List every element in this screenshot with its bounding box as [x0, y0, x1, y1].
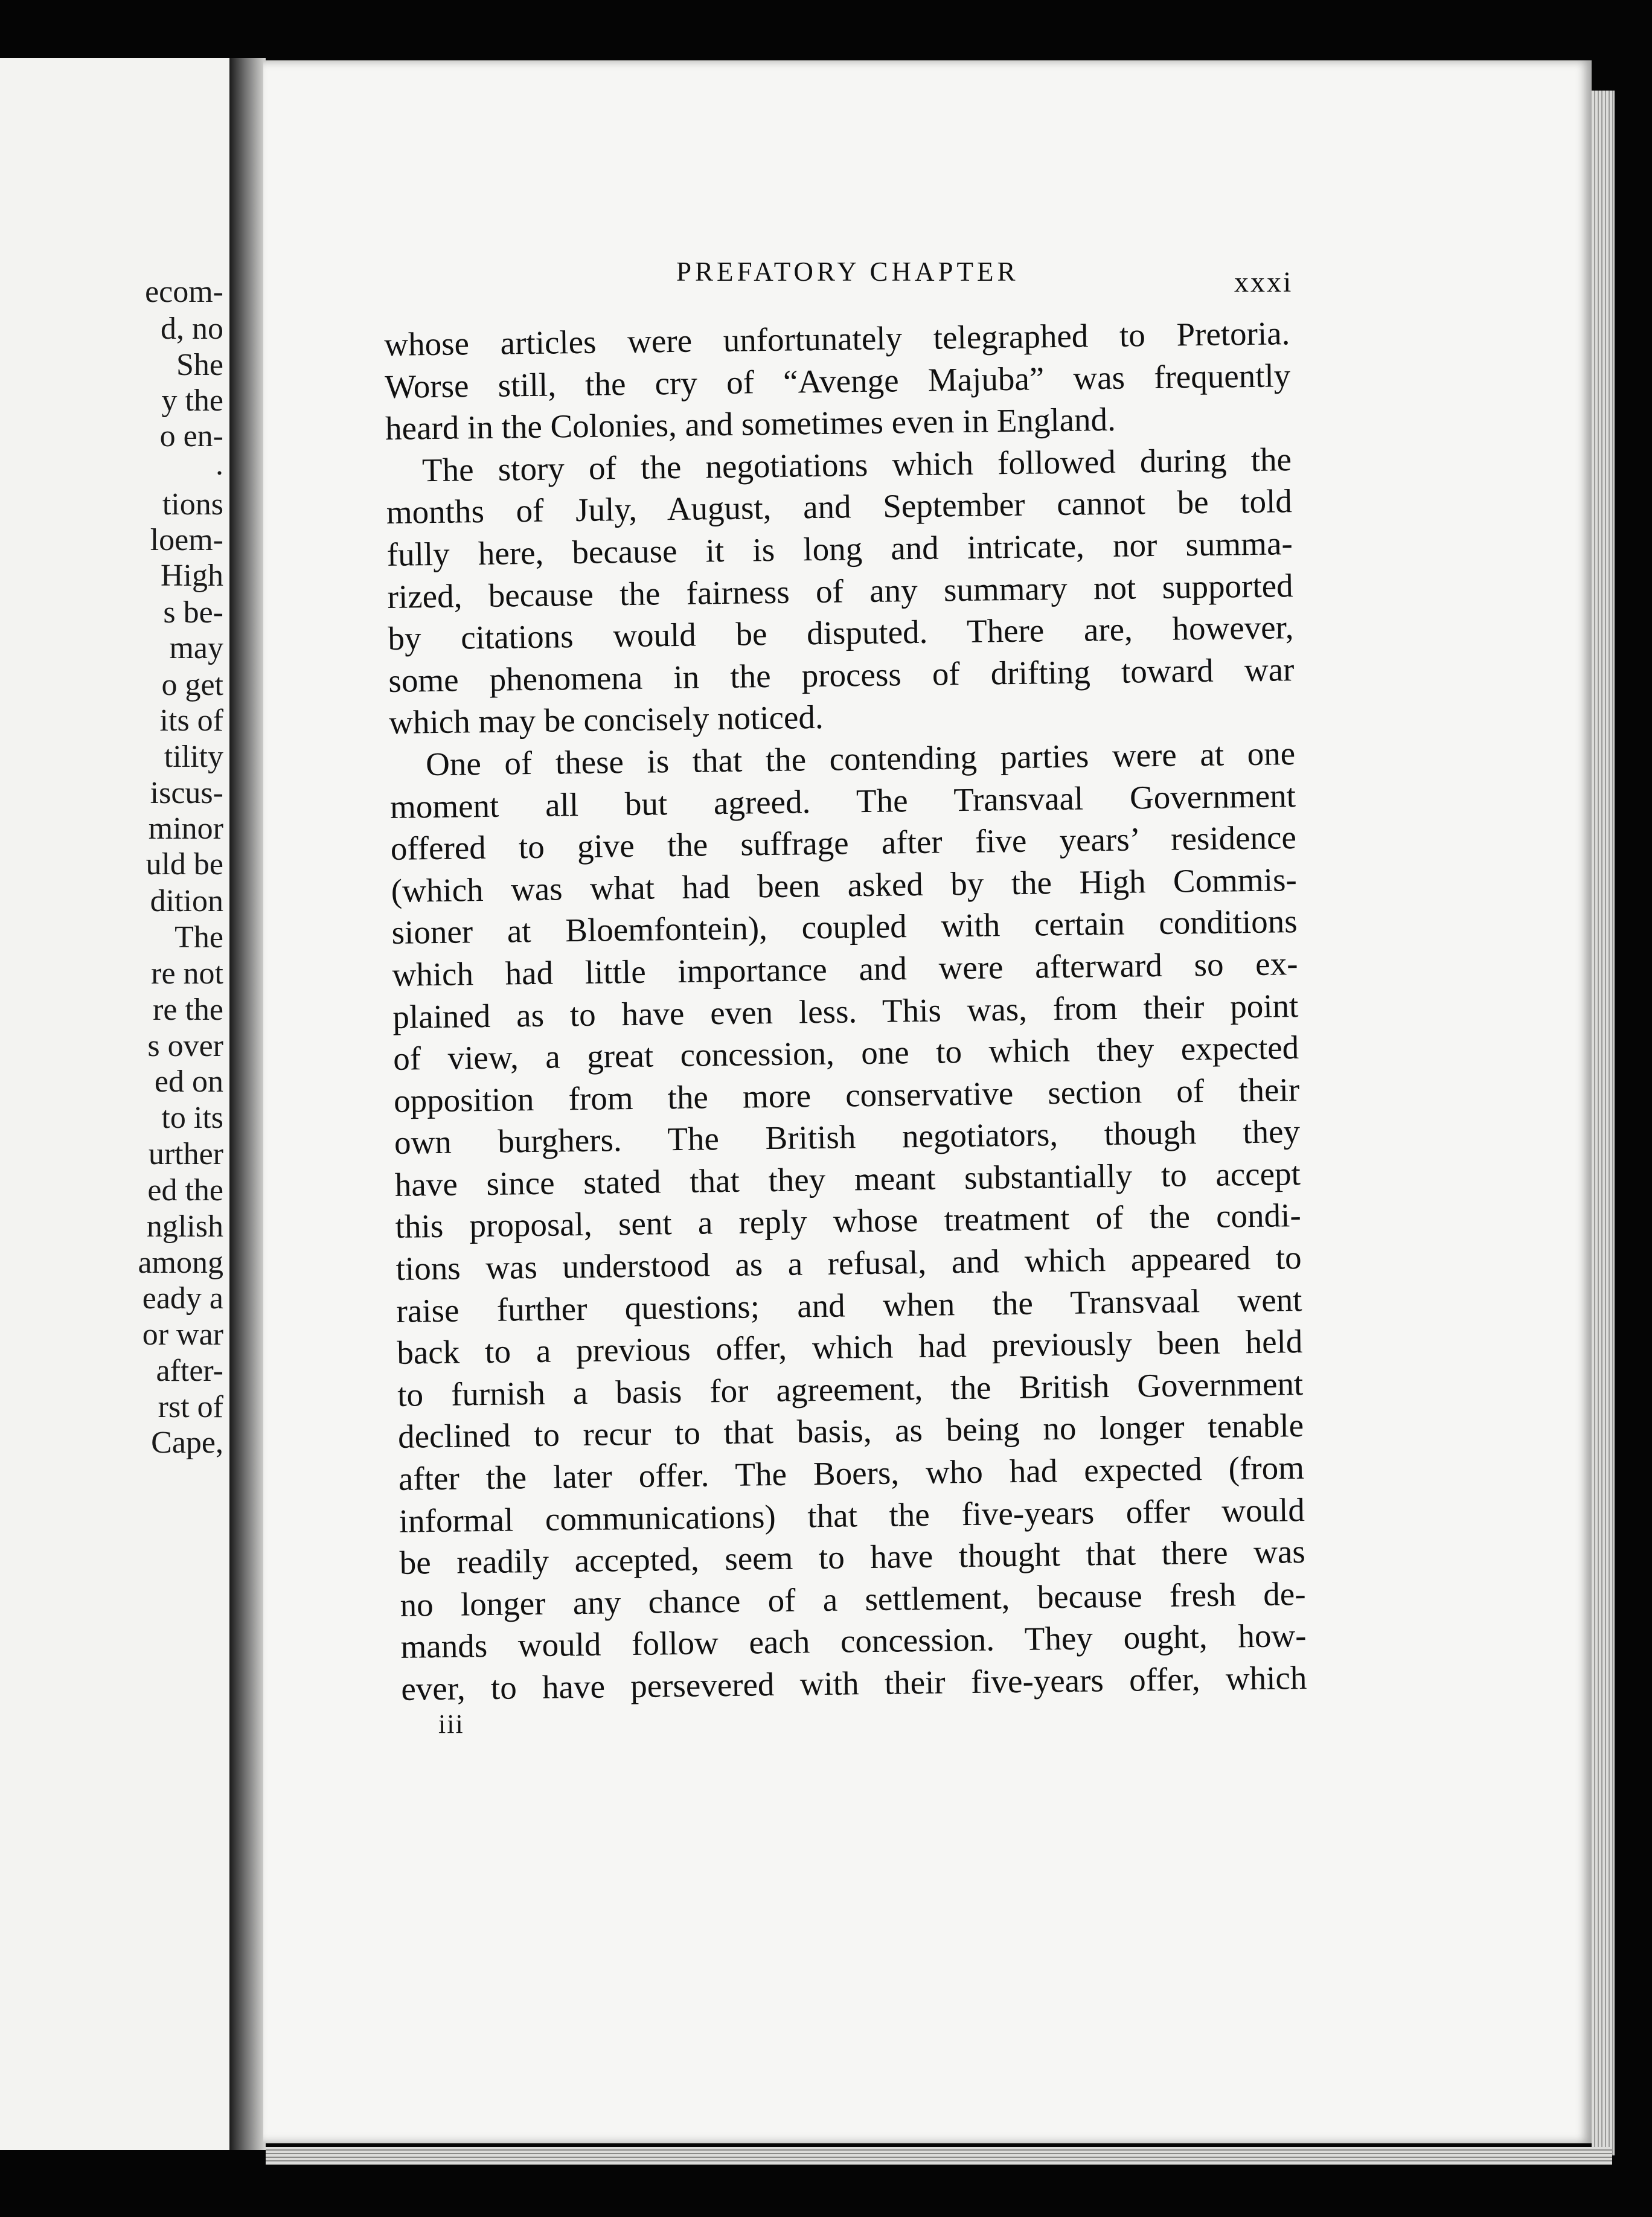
text-line: moment all but agreed. The Transvaal Government: [389, 776, 1296, 825]
text-line: Worse still, the cry of “Avenge Majuba” was frequently: [384, 356, 1291, 405]
previous-page-line-fragment: eady a: [142, 1281, 223, 1316]
previous-page-line-fragment: s be-: [163, 595, 223, 630]
text-line: after the later offer. The Boers, who had expected (from: [398, 1449, 1305, 1497]
signature-mark: iii: [438, 1709, 464, 1739]
text-line: to furnish a basis for agreement, the British Government: [397, 1364, 1304, 1413]
previous-page-line-fragment: o en-: [159, 419, 223, 453]
previous-page-line-fragment: among: [138, 1246, 223, 1280]
text-line: this proposal, sent a reply whose treatment of the condi-: [395, 1197, 1302, 1246]
text-line: of view, a great concession, one to which they expected: [392, 1029, 1299, 1077]
text-line: rized, because the fairness of any summary not supported: [387, 566, 1293, 615]
previous-page-line-fragment: uld be: [146, 847, 223, 881]
previous-page-line-fragment: to its: [161, 1101, 223, 1135]
previous-page-line-fragment: its of: [159, 703, 223, 738]
previous-page-line-fragment: rst of: [158, 1390, 223, 1424]
page-edges-bottom: [266, 2147, 1612, 2165]
text-line: own burghers. The British negotiators, though they: [394, 1113, 1301, 1162]
previous-page-line-fragment: after-: [156, 1354, 223, 1388]
text-line: no longer any chance of a settlement, because fresh de-: [400, 1575, 1306, 1624]
previous-page-line-fragment: s over: [147, 1029, 223, 1063]
text-line: which may be concisely noticed.: [388, 699, 824, 741]
text-line: heard in the Colonies, and sometimes even in England.: [385, 400, 1116, 447]
text-line: raise further questions; and when the Transvaal went: [396, 1281, 1302, 1329]
previous-page-line-fragment: Cape,: [151, 1425, 223, 1460]
previous-page-line-fragment: ed the: [147, 1173, 223, 1208]
previous-page-line-fragment: ecom-: [145, 275, 223, 309]
text-line: have since stated that they meant substantially to accept: [394, 1154, 1301, 1203]
book-gutter: [229, 58, 266, 2150]
previous-page-line-fragment: o get: [161, 668, 223, 702]
previous-page-line-fragment: tility: [164, 740, 223, 774]
text-line: which had little importance and were afterward so ex-: [392, 944, 1298, 993]
text-line: declined to recur to that basis, as being no longer tenable: [397, 1407, 1304, 1456]
previous-page-line-fragment: dition: [150, 884, 223, 918]
previous-page-line-fragment: loem-: [150, 523, 223, 557]
body-text: [384, 312, 1307, 1710]
previous-page-line-fragment: High: [161, 558, 223, 593]
text-line: fully here, because it is long and intricate, nor summa-: [386, 525, 1293, 573]
previous-page-line-fragment: iscus-: [150, 776, 223, 810]
text-line: by citations would be disputed. There are, however,: [388, 609, 1294, 657]
previous-page-line-fragment: may: [169, 631, 223, 665]
text-line: offered to give the suffrage after five years’ residence: [390, 819, 1297, 868]
page-edges-right: [1592, 91, 1615, 2155]
text-line: ever, to have persevered with their five-years offer, which: [401, 1659, 1307, 1707]
previous-page-line-fragment: ed on: [154, 1064, 223, 1099]
previous-page-line-fragment: She: [176, 348, 223, 382]
text-line: informal communications) that the five-years offer would: [399, 1491, 1305, 1540]
text-line: (which was what had been asked by the High Commis-: [391, 860, 1298, 909]
text-line: months of July, August, and September cannot be told: [386, 482, 1293, 531]
text-line: opposition from the more conservative section of their: [393, 1070, 1300, 1119]
text-line: whose articles were unfortunately telegraphed to Pretoria.: [384, 315, 1290, 363]
previous-page: [0, 58, 233, 2150]
text-line: plained as to have even less. This was, from their point: [392, 987, 1299, 1035]
previous-page-line-fragment: re not: [151, 956, 223, 991]
text-line: sioner at Bloemfontein), coupled with certain conditions: [391, 903, 1298, 952]
text-line: The story of the negotiations which followed during the: [421, 440, 1292, 489]
text-line: tions was understood as a refusal, and which appeared to: [395, 1239, 1302, 1287]
previous-page-line-fragment: minor: [148, 811, 223, 846]
previous-page-line-fragment: nglish: [146, 1209, 223, 1244]
text-line: One of these is that the contending parties were at one: [425, 735, 1296, 783]
previous-page-line-fragment: re the: [153, 993, 223, 1027]
previous-page-line-fragment: .: [216, 447, 223, 482]
text-line: be readily accepted, seem to have thought that there was: [399, 1533, 1306, 1582]
previous-page-line-fragment: or war: [142, 1317, 223, 1352]
text-line: back to a previous offer, which had previously been held: [397, 1323, 1303, 1372]
previous-page-line-fragment: y the: [161, 383, 223, 418]
previous-page-line-fragment: d, no: [161, 312, 223, 346]
page-number: xxxi: [1234, 266, 1293, 298]
previous-page-line-fragment: urther: [148, 1137, 223, 1171]
text-line: some phenomena in the process of drifting toward war: [388, 650, 1295, 699]
previous-page-line-fragment: The: [174, 920, 223, 955]
previous-page-line-fragment: tions: [162, 487, 223, 522]
running-head: PREFATORY CHAPTER: [676, 257, 1019, 287]
text-line: mands would follow each concession. They ought, how-: [400, 1617, 1307, 1666]
